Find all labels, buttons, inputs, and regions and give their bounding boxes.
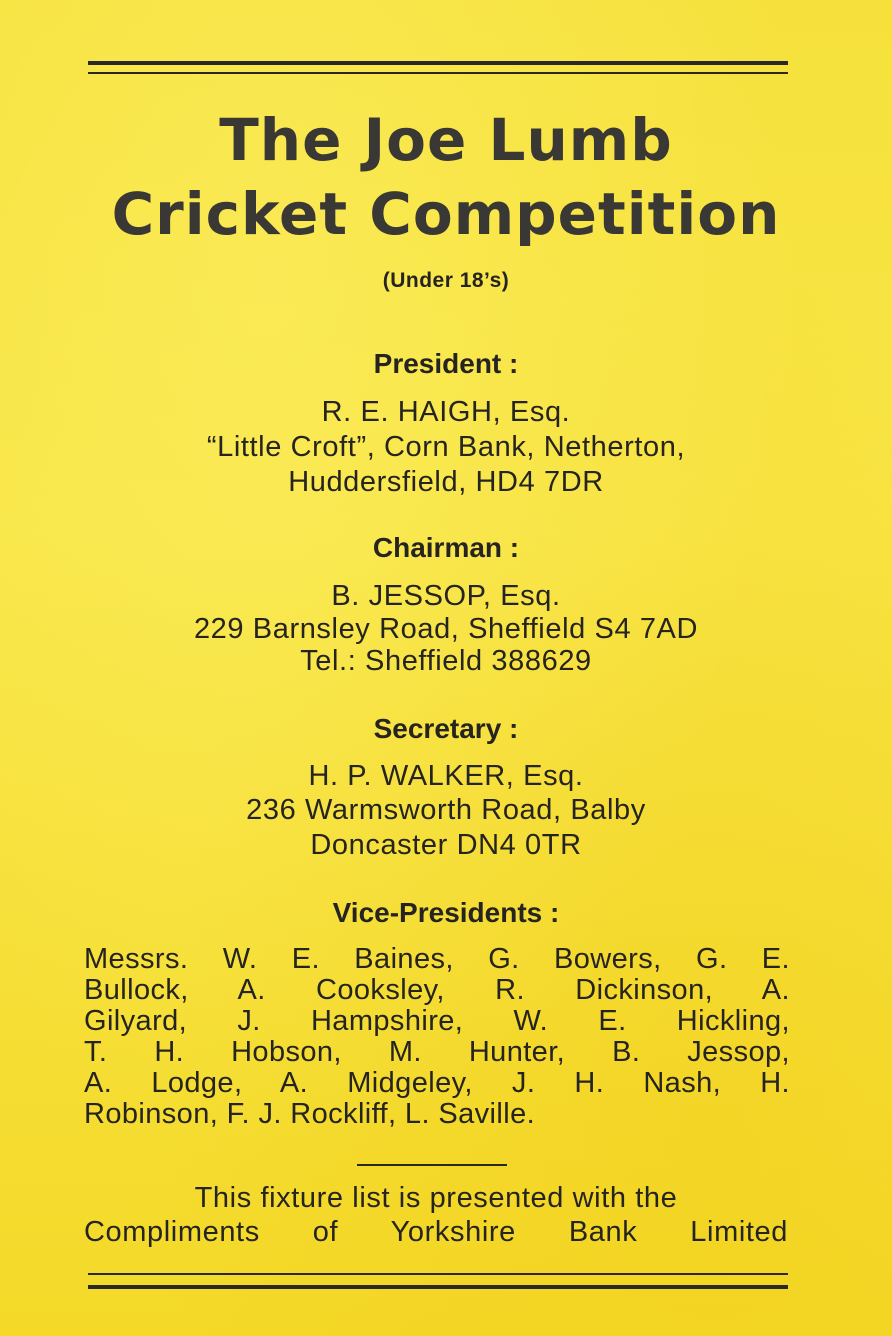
top-rule-inner	[88, 72, 788, 74]
bottom-rule-outer	[88, 1285, 788, 1289]
title-line-1: The Joe Lumb	[219, 106, 673, 174]
bottom-rule-inner	[88, 1273, 788, 1275]
secretary-address-line-1: 236 Warmsworth Road, Balby	[246, 794, 646, 826]
vice-presidents-heading: Vice-Presidents :	[332, 897, 560, 928]
chairman-name: B. JESSOP, Esq.	[331, 580, 561, 612]
president-heading: President :	[373, 348, 519, 379]
chairman-address-line-1: 229 Barnsley Road, Sheffield S4 7AD	[193, 613, 699, 645]
vice-presidents-line: T. H. Hobson, M. Hunter, B. Jessop,	[84, 1036, 790, 1068]
president-name: R. E. HAIGH, Esq.	[321, 396, 571, 428]
vice-presidents-line: A. Lodge, A. Midgeley, J. H. Nash, H.	[84, 1067, 790, 1099]
secretary-heading: Secretary :	[373, 713, 519, 744]
top-rule-outer	[88, 61, 788, 65]
sponsor-note-line-1: This fixture list is presented with the	[194, 1182, 678, 1214]
subtitle-age-group: (Under 18’s)	[382, 269, 510, 292]
footer-divider	[357, 1164, 507, 1166]
vice-presidents-line: Robinson, F. J. Rockliff, L. Saville.	[84, 1098, 536, 1130]
vice-presidents-list	[84, 944, 790, 1130]
chairman-telephone: Tel.: Sheffield 388629	[300, 645, 592, 677]
chairman-heading: Chairman :	[372, 532, 520, 563]
vice-presidents-line: Gilyard, J. Hampshire, W. E. Hickling,	[84, 1005, 790, 1037]
president-address-line-1: “Little Croft”, Corn Bank, Netherton,	[206, 431, 686, 463]
secretary-address-line-2: Doncaster DN4 0TR	[310, 829, 582, 861]
vice-presidents-line: Bullock, A. Cooksley, R. Dickinson, A.	[84, 974, 790, 1006]
president-address-line-2: Huddersfield, HD4 7DR	[288, 466, 604, 498]
sponsor-note-line-2: Compliments of Yorkshire Bank Limited	[84, 1216, 788, 1248]
title-line-2: Cricket Competition	[111, 180, 781, 248]
secretary-name: H. P. WALKER, Esq.	[308, 760, 584, 792]
vice-presidents-line: Messrs. W. E. Baines, G. Bowers, G. E.	[84, 943, 790, 975]
sponsor-note	[84, 1181, 788, 1249]
